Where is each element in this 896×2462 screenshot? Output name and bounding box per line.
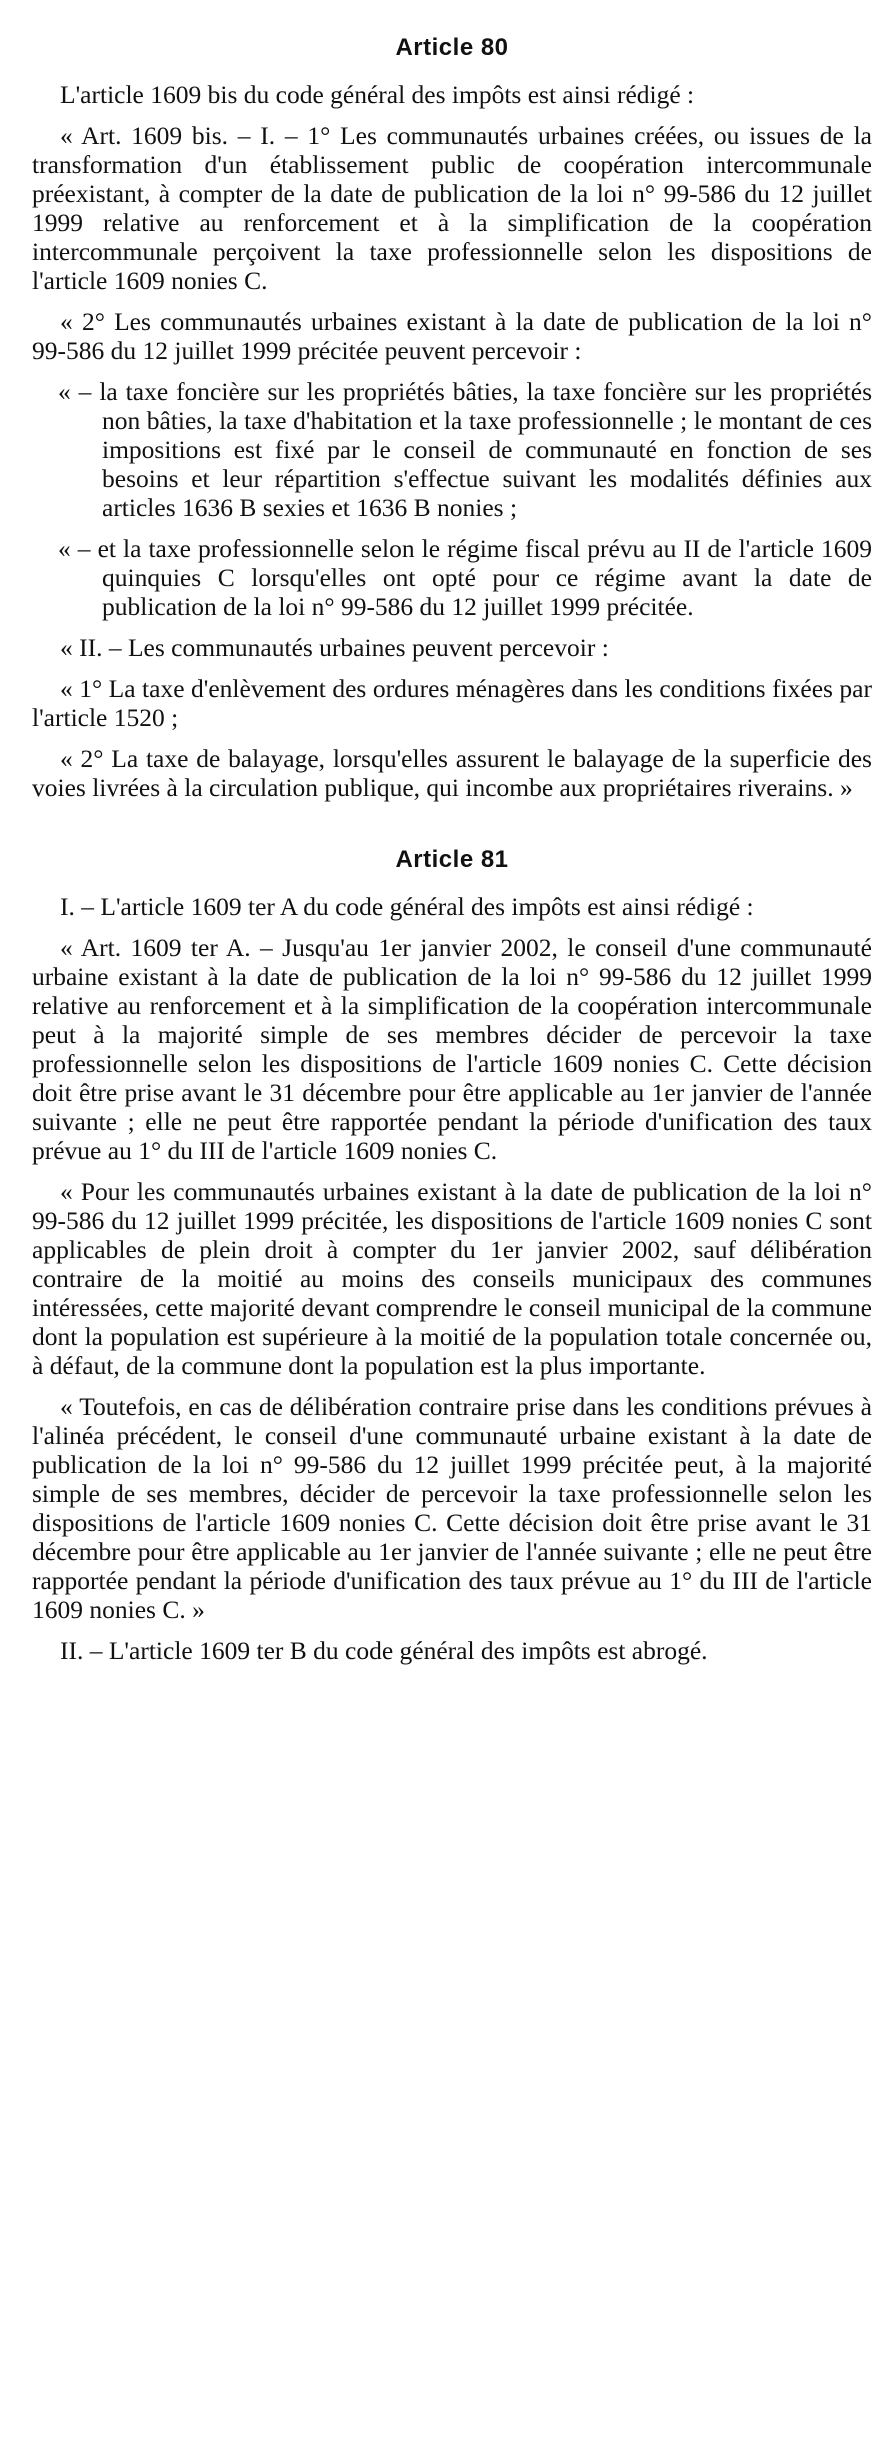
article-80-paragraph-6: « 2° La taxe de balayage, lorsqu'elles assurent le balayage de la superficie des voies livrées à la circulation publique, qui incombe aux propriétaires riverains. » xyxy=(32,744,872,802)
article-80-paragraph-3: « 2° Les communautés urbaines existant à la date de publication de la loi n° 99-586 du 12 juillet 1999 précitée peuvent percevoir : xyxy=(32,307,872,365)
article-81-paragraph-4: « Toutefois, en cas de délibération contraire prise dans les conditions prévues à l'alinéa précédent, le conseil d'une communauté urbaine existant à la date de publication de la loi n° 99-586 du 12 juillet 1999 précitée peut, à la majorité simple de ses membres, décider de percevoir la taxe professionnelle selon les dispositions de l'article 1609 nonies C. Cette décision doit être prise avant le 31 décembre pour être applicable au 1er janvier de l'année suivante ; elle ne peut être rapportée pendant la période d'unification des taux prévue au 1° du III de l'article 1609 nonies C. » xyxy=(32,1392,872,1624)
article-80-list-item-2: « – et la taxe professionnelle selon le régime fiscal prévu au II de l'article 1609 quinquies C lorsqu'elles ont opté pour ce régime avant la date de publication de la loi n° 99-586 du 12 juillet 1999 précitée. xyxy=(58,534,872,621)
article-81-heading: Article 81 xyxy=(395,846,509,873)
article-80-paragraph-5: « 1° La taxe d'enlèvement des ordures ménagères dans les conditions fixées par l'article 1520 ; xyxy=(32,674,872,732)
article-80-paragraph-2: « Art. 1609 bis. – I. – 1° Les communautés urbaines créées, ou issues de la transformation d'un établissement public de coopération intercommunale préexistant, à compter de la date de publication de la loi n° 99-586 du 12 juillet 1999 relative au renforcement et à la simplification de la coopération intercommunale perçoivent la taxe professionnelle selon les dispositions de l'article 1609 nonies C. xyxy=(32,121,872,295)
article-81-paragraph-2: « Art. 1609 ter A. – Jusqu'au 1er janvier 2002, le conseil d'une communauté urbaine existant à la date de publication de la loi n° 99-586 du 12 juillet 1999 relative au renforcement et à la simplification de la coopération intercommunale peut à la majorité simple de ses membres décider de percevoir la taxe professionnelle selon les dispositions de l'article 1609 nonies C. Cette décision doit être prise avant le 31 décembre pour être applicable au 1er janvier de l'année suivante ; elle ne peut être rapportée pendant la période d'unification des taux prévue au 1° du III de l'article 1609 nonies C. xyxy=(32,933,872,1165)
article-80-list-item-1: « – la taxe foncière sur les propriétés bâties, la taxe foncière sur les propriétés non bâties, la taxe d'habitation et la taxe professionnelle ; le montant de ces impositions est fixé par le conseil de communauté en fonction de ses besoins et leur répartition s'effectue suivant les modalités définies aux articles 1636 B sexies et 1636 B nonies ; xyxy=(58,377,872,522)
article-81-paragraph-5: II. – L'article 1609 ter B du code général des impôts est abrogé. xyxy=(60,1636,708,1665)
article-80-paragraph-1: L'article 1609 bis du code général des impôts est ainsi rédigé : xyxy=(60,80,695,109)
article-80-paragraph-4: « II. – Les communautés urbaines peuvent percevoir : xyxy=(60,633,609,662)
article-81-paragraph-1: I. – L'article 1609 ter A du code général des impôts est ainsi rédigé : xyxy=(60,892,754,921)
article-81-paragraph-3: « Pour les communautés urbaines existant à la date de publication de la loi n° 99-586 du 12 juillet 1999 précitée, les dispositions de l'article 1609 nonies C sont applicables de plein droit à compter du 1er janvier 2002, sauf délibération contraire de la moitié au moins des conseils municipaux des communes intéressées, cette majorité devant comprendre le conseil municipal de la commune dont la population est supérieure à la moitié de la population totale concernée ou, à défaut, de la commune dont la population est la plus importante. xyxy=(32,1177,872,1380)
article-80-heading: Article 80 xyxy=(395,34,509,61)
